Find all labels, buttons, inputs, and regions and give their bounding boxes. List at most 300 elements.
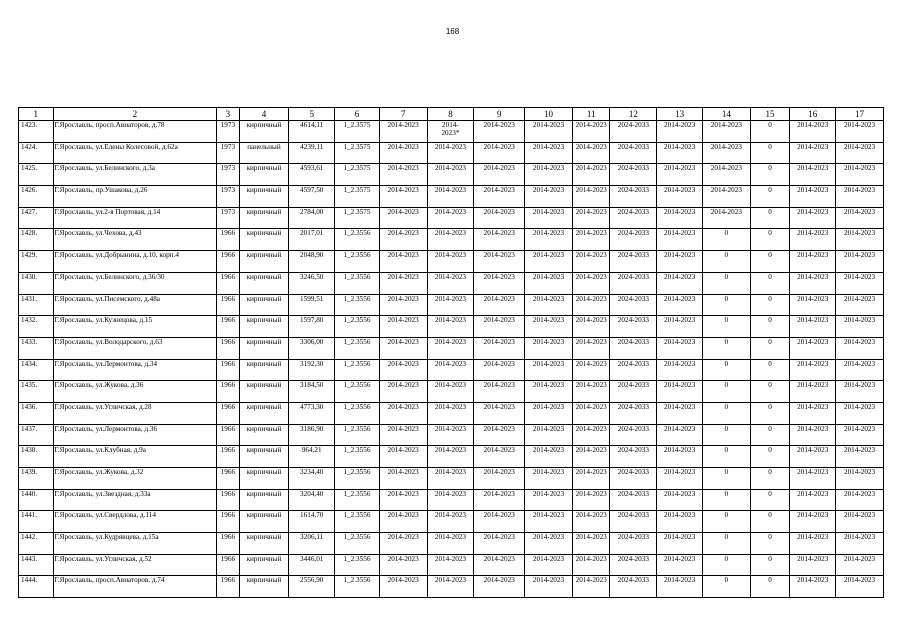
table-cell: 0 — [750, 533, 790, 555]
table-cell: 2014-2023 — [474, 164, 525, 186]
table-cell: 2014-2023 — [427, 251, 474, 273]
table-row — [19, 121, 884, 143]
table-cell: Г.Ярославль, ул.Добрынина, д.10, корп.4 — [53, 251, 217, 273]
table-cell: 0 — [750, 294, 790, 316]
table-cell: 4597,50 — [289, 186, 335, 208]
table-cell: 2014-2023 — [657, 164, 703, 186]
table-cell: 3184,50 — [289, 381, 335, 403]
table-cell: 2014-2023 — [572, 294, 610, 316]
table-cell: 2024-2033 — [610, 489, 657, 511]
table-cell: 2014-2023 — [525, 294, 573, 316]
table-cell: 2014-2023 — [702, 142, 750, 164]
table-cell: 1_2.3556 — [335, 272, 380, 294]
table-cell: 2014-2023 — [657, 207, 703, 229]
table-cell: 2024-2033 — [610, 229, 657, 251]
table-cell: 2014-2023 — [572, 511, 610, 533]
table-cell: 2014-2023 — [474, 381, 525, 403]
table-cell: 2014-2023 — [474, 446, 525, 468]
table-cell: 0 — [750, 121, 790, 143]
table-cell: 2014-2023 — [427, 381, 474, 403]
table-cell: 2014-2023 — [790, 554, 836, 576]
table-cell: 2014-2023 — [474, 207, 525, 229]
table-cell: 2014-2023 — [657, 533, 703, 555]
table-cell: 2014-2023 — [379, 468, 427, 490]
table-cell: 2014-2023 — [790, 511, 836, 533]
table-cell: 2014-2023 — [572, 576, 610, 598]
table-cell: 2014-2023 — [427, 402, 474, 424]
table-cell: 2014-2023 — [427, 337, 474, 359]
table-row — [19, 207, 884, 229]
table-cell: 0 — [702, 337, 750, 359]
table-cell: 2014-2023 — [790, 533, 836, 555]
table-cell: 2024-2033 — [610, 402, 657, 424]
table-cell: 1_2.3556 — [335, 229, 380, 251]
table-cell: 2024-2033 — [610, 337, 657, 359]
table-cell: кирпичный — [239, 554, 289, 576]
table-cell: 2014-2023 — [790, 186, 836, 208]
table-cell: 2024-2033 — [610, 272, 657, 294]
table-cell: 2014-2023 — [657, 424, 703, 446]
table-cell: 1966 — [217, 229, 239, 251]
column-number-cell: 4 — [239, 108, 289, 121]
table-cell: 2014-2023 — [657, 446, 703, 468]
table-cell: 2014-2023 — [427, 186, 474, 208]
table-cell: 1966 — [217, 294, 239, 316]
table-cell: 2014-2023 — [379, 229, 427, 251]
table-cell: 2014-2023 — [572, 251, 610, 273]
table-cell: 2024-2033 — [610, 294, 657, 316]
table-cell: 2014- 2023* — [427, 121, 474, 143]
table-cell: 2014-2023 — [525, 164, 573, 186]
table-cell: 1_2.3556 — [335, 402, 380, 424]
table-cell: 1973 — [217, 142, 239, 164]
table-cell: 2024-2033 — [610, 359, 657, 381]
table-cell: 1_2.3556 — [335, 468, 380, 490]
table-cell: Г.Ярославль, ул.Угличская, д.52 — [53, 554, 217, 576]
table-cell: кирпичный — [239, 251, 289, 273]
table-cell: 0 — [750, 316, 790, 338]
table-cell: 1966 — [217, 251, 239, 273]
table-cell: 2014-2023 — [474, 424, 525, 446]
table-cell: 1_2.3556 — [335, 554, 380, 576]
table-cell: 3246,50 — [289, 272, 335, 294]
table-cell: 2014-2023 — [379, 359, 427, 381]
table-cell: 2014-2023 — [657, 511, 703, 533]
table-cell: 2014-2023 — [474, 294, 525, 316]
table-cell: 1423. — [19, 121, 54, 143]
table-cell: 2014-2023 — [836, 337, 884, 359]
table-cell: 2014-2023 — [525, 142, 573, 164]
table-cell: 2024-2033 — [610, 533, 657, 555]
table-cell: 2014-2023 — [657, 337, 703, 359]
table-row — [19, 511, 884, 533]
table-cell: 1973 — [217, 207, 239, 229]
table-cell: 1434. — [19, 359, 54, 381]
table-cell: 0 — [750, 359, 790, 381]
table-cell: 2014-2023 — [790, 142, 836, 164]
table-cell: кирпичный — [239, 468, 289, 490]
table-cell: 2014-2023 — [525, 446, 573, 468]
column-number-cell: 13 — [657, 108, 703, 121]
table-cell: 1429. — [19, 251, 54, 273]
table-cell: 1966 — [217, 424, 239, 446]
table-cell: 2024-2033 — [610, 468, 657, 490]
table-cell: 0 — [702, 272, 750, 294]
table-cell: 1433. — [19, 337, 54, 359]
table-cell: 0 — [702, 511, 750, 533]
table-cell: 2024-2033 — [610, 381, 657, 403]
table-cell: 0 — [750, 576, 790, 598]
table-cell: Г.Ярославль, ул.Лермонтова, д.34 — [53, 359, 217, 381]
table-cell: 0 — [702, 229, 750, 251]
table-cell: 2014-2023 — [657, 554, 703, 576]
table-cell: 2014-2023 — [379, 272, 427, 294]
table-cell: 2014-2023 — [836, 489, 884, 511]
table-cell: 2014-2023 — [474, 533, 525, 555]
table-cell: 2014-2023 — [427, 207, 474, 229]
table-cell: 1_2.3556 — [335, 424, 380, 446]
table-cell: Г.Ярославль, пр.Ушакова, д.26 — [53, 186, 217, 208]
table-cell: 0 — [702, 554, 750, 576]
table-cell: 2014-2023 — [427, 164, 474, 186]
table-cell: кирпичный — [239, 121, 289, 143]
table-cell: 0 — [702, 251, 750, 273]
table-cell: 1599,51 — [289, 294, 335, 316]
table-row — [19, 468, 884, 490]
table-cell: 2014-2023 — [379, 511, 427, 533]
table-cell: 3206,11 — [289, 533, 335, 555]
table-cell: 2014-2023 — [379, 186, 427, 208]
table-cell: 0 — [750, 251, 790, 273]
table-cell: кирпичный — [239, 576, 289, 598]
page-number: 168 — [445, 27, 460, 36]
table-cell: 0 — [702, 381, 750, 403]
table-cell: 2014-2023 — [702, 164, 750, 186]
table-cell: 2014-2023 — [572, 142, 610, 164]
table-cell: 2014-2023 — [572, 121, 610, 143]
table-cell: 1597,80 — [289, 316, 335, 338]
table-cell: 2014-2023 — [836, 533, 884, 555]
table-cell: 1441. — [19, 511, 54, 533]
table-cell: 2014-2023 — [790, 294, 836, 316]
table-cell: 4593,61 — [289, 164, 335, 186]
table-cell: 1437. — [19, 424, 54, 446]
table-cell: 2014-2023 — [525, 316, 573, 338]
column-number-cell: 14 — [702, 108, 750, 121]
column-number-cell: 11 — [572, 108, 610, 121]
table-cell: 2014-2023 — [379, 316, 427, 338]
table-cell: 2014-2023 — [379, 381, 427, 403]
table-cell: 1_2.3556 — [335, 489, 380, 511]
column-number-cell: 7 — [379, 108, 427, 121]
table-cell: 1424. — [19, 142, 54, 164]
table-cell: 4239,11 — [289, 142, 335, 164]
table-cell: Г.Ярославль, просп.Авиаторов, д.78 — [53, 121, 217, 143]
table-cell: 2014-2023 — [572, 402, 610, 424]
table-cell: Г.Ярославль, ул.Жукова, д.32 — [53, 468, 217, 490]
table-cell: 2014-2023 — [836, 229, 884, 251]
table-cell: 2014-2023 — [836, 251, 884, 273]
table-cell: 2014-2023 — [657, 121, 703, 143]
table-cell: 2014-2023 — [657, 229, 703, 251]
table-cell: 2014-2023 — [427, 294, 474, 316]
table-cell: 2014-2023 — [427, 229, 474, 251]
table-cell: 3306,00 — [289, 337, 335, 359]
table-cell: 2024-2033 — [610, 446, 657, 468]
table-cell: Г.Ярославль, ул.Елены Колесовой, д.62а — [53, 142, 217, 164]
table-cell: 2014-2023 — [657, 359, 703, 381]
table-cell: 1442. — [19, 533, 54, 555]
table-cell: 2014-2023 — [836, 468, 884, 490]
table-cell: Г.Ярославль, ул.Кузнецова, д.15 — [53, 316, 217, 338]
table-cell: 4614,11 — [289, 121, 335, 143]
table-cell: 2014-2023 — [572, 186, 610, 208]
table-cell: 0 — [702, 316, 750, 338]
table-cell: 2014-2023 — [379, 402, 427, 424]
table-cell: 2014-2023 — [572, 229, 610, 251]
table-cell: кирпичный — [239, 359, 289, 381]
table-cell: Г.Ярославль, ул.Писемского, д.48а — [53, 294, 217, 316]
table-cell: 2014-2023 — [657, 272, 703, 294]
table-cell: 4773,30 — [289, 402, 335, 424]
column-number-cell: 3 — [217, 108, 239, 121]
table-cell: 2014-2023 — [525, 359, 573, 381]
header-row — [19, 108, 884, 121]
table-cell: 2014-2023 — [572, 272, 610, 294]
table-cell: 2014-2023 — [379, 446, 427, 468]
table-cell: кирпичный — [239, 294, 289, 316]
table-cell: 2014-2023 — [790, 424, 836, 446]
table-cell: 2014-2023 — [474, 468, 525, 490]
table-cell: 3446,01 — [289, 554, 335, 576]
table-cell: 3204,40 — [289, 489, 335, 511]
table-cell: 2014-2023 — [572, 533, 610, 555]
table-cell: 1_2.3556 — [335, 511, 380, 533]
table-cell: 2014-2023 — [525, 272, 573, 294]
table-cell: 2014-2023 — [525, 337, 573, 359]
table-cell: Г.Ярославль, просп.Авиаторов, д.74 — [53, 576, 217, 598]
table-cell: 1435. — [19, 381, 54, 403]
table-cell: 2014-2023 — [474, 316, 525, 338]
table-cell: 2014-2023 — [836, 207, 884, 229]
table-row — [19, 272, 884, 294]
table-cell: 2014-2023 — [790, 489, 836, 511]
table-cell: 1432. — [19, 316, 54, 338]
table-cell: 0 — [702, 359, 750, 381]
table-cell: 2014-2023 — [525, 424, 573, 446]
table-cell: кирпичный — [239, 272, 289, 294]
table-cell: 2014-2023 — [572, 316, 610, 338]
table-row — [19, 424, 884, 446]
table-cell: 2014-2023 — [572, 489, 610, 511]
table-cell: 1966 — [217, 359, 239, 381]
table-row — [19, 533, 884, 555]
table-cell: Г.Ярославль, ул.Чехова, д.43 — [53, 229, 217, 251]
table-cell: 2014-2023 — [836, 446, 884, 468]
table-cell: 0 — [750, 207, 790, 229]
table-cell: 2014-2023 — [474, 251, 525, 273]
table-cell: 2014-2023 — [572, 164, 610, 186]
table-cell: 1966 — [217, 533, 239, 555]
table-cell: 2014-2023 — [474, 554, 525, 576]
table-cell: 2014-2023 — [836, 272, 884, 294]
table-row — [19, 576, 884, 598]
table-cell: 2014-2023 — [836, 554, 884, 576]
table-cell: 1973 — [217, 121, 239, 143]
table-cell: 1966 — [217, 489, 239, 511]
column-number-cell: 10 — [525, 108, 573, 121]
table-cell: 2014-2023 — [836, 121, 884, 143]
table-cell: 2014-2023 — [836, 511, 884, 533]
table-cell: 2014-2023 — [427, 316, 474, 338]
table-row — [19, 554, 884, 576]
column-number-cell: 1 — [19, 108, 54, 121]
table-cell: 0 — [750, 186, 790, 208]
table-cell: 2014-2023 — [572, 468, 610, 490]
table-cell: 2014-2023 — [427, 142, 474, 164]
table-row — [19, 164, 884, 186]
table-cell: 2014-2023 — [474, 272, 525, 294]
table-cell: 1_2.3556 — [335, 294, 380, 316]
table-cell: 2014-2023 — [657, 489, 703, 511]
column-number-cell: 16 — [790, 108, 836, 121]
table-cell: 1_2.3556 — [335, 576, 380, 598]
table-cell: 2014-2023 — [836, 381, 884, 403]
table-cell: 2014-2023 — [379, 207, 427, 229]
table-row — [19, 359, 884, 381]
table-cell: 1966 — [217, 402, 239, 424]
table-cell: кирпичный — [239, 489, 289, 511]
table-cell: 2014-2023 — [474, 511, 525, 533]
table-cell: Г.Ярославль, ул.Жукова, д.36 — [53, 381, 217, 403]
table-cell: 2014-2023 — [657, 294, 703, 316]
table-cell: 1_2.3556 — [335, 316, 380, 338]
table-cell: Г.Ярославль, ул.2-я Портовая, д.14 — [53, 207, 217, 229]
table-cell: 2014-2023 — [657, 142, 703, 164]
table-cell: 2014-2023 — [790, 337, 836, 359]
table-cell: 1966 — [217, 272, 239, 294]
table-cell: 2014-2023 — [790, 272, 836, 294]
table-cell: 1436. — [19, 402, 54, 424]
table-cell: 2014-2023 — [657, 468, 703, 490]
table-cell: 2014-2023 — [790, 576, 836, 598]
table-cell: 2014-2023 — [379, 121, 427, 143]
table-cell: 1966 — [217, 554, 239, 576]
table-cell: 2014-2023 — [657, 576, 703, 598]
table-cell: 1430. — [19, 272, 54, 294]
table-cell: 2014-2023 — [572, 554, 610, 576]
table-cell: 3192,30 — [289, 359, 335, 381]
table-cell: 1966 — [217, 576, 239, 598]
table-cell: кирпичный — [239, 229, 289, 251]
table-cell: кирпичный — [239, 381, 289, 403]
table-cell: 2024-2033 — [610, 554, 657, 576]
table-row — [19, 316, 884, 338]
table-cell: 2014-2023 — [525, 229, 573, 251]
table-cell: 2014-2023 — [790, 251, 836, 273]
table-cell: 2014-2023 — [379, 337, 427, 359]
table-row — [19, 489, 884, 511]
table-cell: 1_2.3556 — [335, 446, 380, 468]
table-cell: 2014-2023 — [427, 554, 474, 576]
table-cell: 0 — [750, 229, 790, 251]
table-cell: 2014-2023 — [474, 337, 525, 359]
table-cell: 1614,70 — [289, 511, 335, 533]
table-cell: 2014-2023 — [657, 402, 703, 424]
table-cell: Г.Ярославль, ул.Белинского, д.3а — [53, 164, 217, 186]
table-cell: 2014-2023 — [836, 359, 884, 381]
table-cell: 2014-2023 — [525, 402, 573, 424]
table-cell: 1444. — [19, 576, 54, 598]
table-cell: 3186,90 — [289, 424, 335, 446]
table-cell: 2014-2023 — [525, 554, 573, 576]
table-cell: 2014-2023 — [379, 554, 427, 576]
table-cell: 2014-2023 — [572, 446, 610, 468]
table-cell: 2014-2023 — [702, 121, 750, 143]
table-cell: 2014-2023 — [657, 186, 703, 208]
table-cell: 2014-2023 — [525, 186, 573, 208]
table-cell: 2014-2023 — [657, 251, 703, 273]
table-cell: Г.Ярославль, ул.Лермонтова, д.36 — [53, 424, 217, 446]
table-cell: 0 — [750, 468, 790, 490]
table-cell: 1_2.3575 — [335, 121, 380, 143]
table-cell: 2014-2023 — [790, 359, 836, 381]
table-cell: 2556,90 — [289, 576, 335, 598]
table-cell: 1_2.3556 — [335, 533, 380, 555]
table-cell: 2014-2023 — [790, 402, 836, 424]
table-row — [19, 402, 884, 424]
table-cell: Г.Ярославль, ул.Клубная, д.9а — [53, 446, 217, 468]
table-cell: 2014-2023 — [572, 424, 610, 446]
table-cell: 0 — [750, 381, 790, 403]
column-number-cell: 9 — [474, 108, 525, 121]
table-cell: 2024-2033 — [610, 142, 657, 164]
table-cell: панельный — [239, 142, 289, 164]
table-cell: 1_2.3556 — [335, 251, 380, 273]
table-cell: 2014-2023 — [379, 164, 427, 186]
table-cell: 2014-2023 — [379, 251, 427, 273]
table-cell: 2024-2033 — [610, 207, 657, 229]
table-cell: 2014-2023 — [474, 402, 525, 424]
table-cell: 2014-2023 — [657, 381, 703, 403]
table-cell: 2014-2023 — [379, 294, 427, 316]
table-cell: Г.Ярославль, ул.Свердлова, д.114 — [53, 511, 217, 533]
table-cell: 2014-2023 — [427, 272, 474, 294]
table-cell: 2024-2033 — [610, 186, 657, 208]
table-cell: 2014-2023 — [525, 468, 573, 490]
table-cell: 2014-2023 — [525, 489, 573, 511]
table-cell: 1973 — [217, 186, 239, 208]
table-cell: 2014-2023 — [790, 207, 836, 229]
table-cell: Г.Ярославль, ул.Белинского, д.36/30 — [53, 272, 217, 294]
table-cell: кирпичный — [239, 424, 289, 446]
table-cell: 1_2.3556 — [335, 337, 380, 359]
table-cell: 0 — [702, 446, 750, 468]
table-cell: 2014-2023 — [836, 164, 884, 186]
table-cell: кирпичный — [239, 337, 289, 359]
table-cell: 2024-2033 — [610, 576, 657, 598]
table-cell: 1_2.3575 — [335, 142, 380, 164]
table-cell: 2024-2033 — [610, 121, 657, 143]
table-cell: 2014-2023 — [572, 359, 610, 381]
table-cell: 2014-2023 — [836, 576, 884, 598]
table-cell: 2014-2023 — [702, 186, 750, 208]
table-cell: 1426. — [19, 186, 54, 208]
table-cell: 0 — [750, 446, 790, 468]
column-number-cell: 6 — [335, 108, 380, 121]
table-cell: 1440. — [19, 489, 54, 511]
table-cell: 1966 — [217, 511, 239, 533]
